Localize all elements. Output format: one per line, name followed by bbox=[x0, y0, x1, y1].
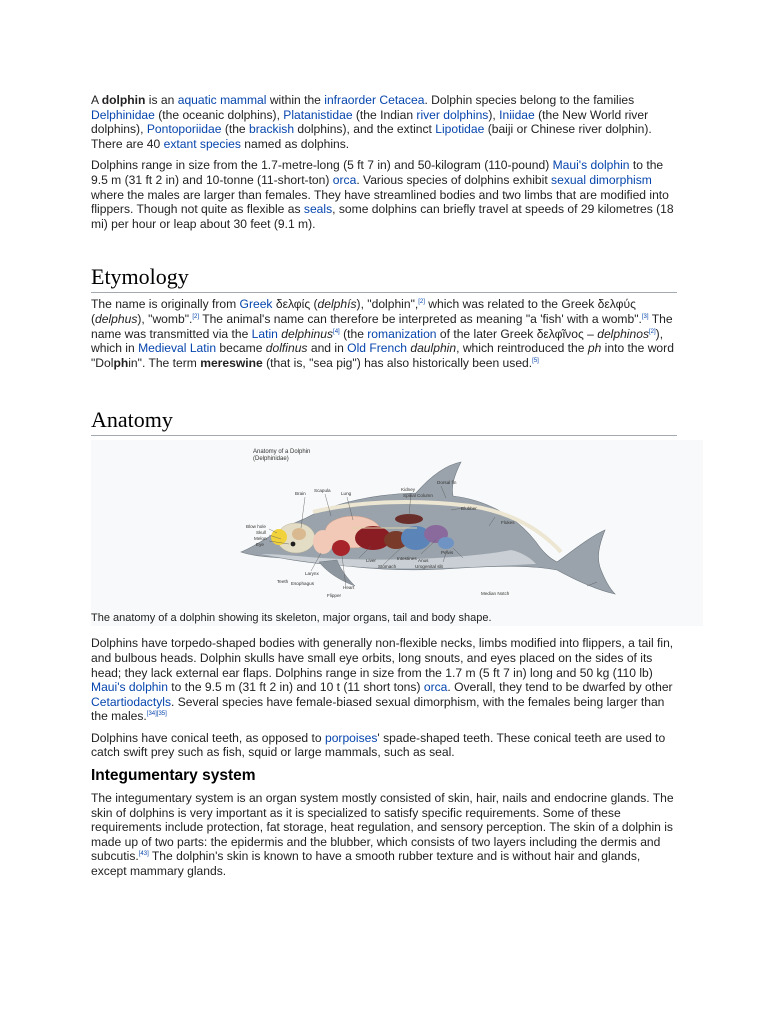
wiki-link[interactable]: brackish bbox=[249, 122, 295, 137]
text-run: and in bbox=[307, 341, 348, 356]
label-kidney: Kidney bbox=[401, 487, 416, 493]
label-dorsal-fin: Dorsal fin bbox=[437, 480, 457, 486]
anatomy-heading: Anatomy bbox=[91, 407, 677, 436]
wiki-link[interactable]: sexual dimorphism bbox=[551, 172, 652, 187]
text-run: Dolphins have torpedo-shaped bodies with generally non-flexible necks, limbs modified into flippers, a tail fin, and bulbous heads. Dolphin skulls have small eye orbits, long snouts, and eyes placed on the sides of its head; they lack external ear flaps. Dolphins range in size from the 1.7 m (5 ft 7 in) long and 50 kg (110 lb) bbox=[91, 636, 674, 680]
wiki-link[interactable]: Old French bbox=[347, 341, 407, 356]
text-run: named as dolphins. bbox=[240, 136, 350, 151]
text-run: to the 9.5 m (31 ft 2 in) and 10 t (11 short tons) bbox=[167, 680, 424, 695]
italic-term: delphinos bbox=[597, 326, 649, 341]
label-larynx: Larynx bbox=[305, 571, 319, 577]
text-run: dolphins), and the extinct bbox=[294, 122, 436, 137]
wiki-link[interactable]: Lipotidae bbox=[435, 122, 485, 137]
text-run: A bbox=[91, 93, 102, 107]
citation-link[interactable]: [34][35] bbox=[146, 711, 167, 718]
figure-title-line-2: (Delphinidae) bbox=[253, 456, 289, 463]
text-run: in". The term bbox=[128, 355, 201, 370]
text-run: (baiji or Chinese river dolphin). There are 40 bbox=[91, 122, 652, 151]
wiki-link[interactable]: romanization bbox=[367, 326, 437, 341]
label-brain: Brain bbox=[295, 491, 306, 497]
label-melon: Melon bbox=[254, 536, 267, 542]
text-run: into the word "Dol bbox=[91, 341, 674, 370]
text-run: (the bbox=[339, 326, 368, 341]
integumentary-heading: Integumentary system bbox=[91, 767, 256, 785]
label-pelvis: Pelvis bbox=[441, 550, 454, 556]
wiki-link[interactable]: Cetartiodactyls bbox=[91, 694, 171, 709]
wiki-link[interactable]: extant species bbox=[163, 136, 241, 151]
text-run: (the New World river dolphins), bbox=[91, 107, 649, 137]
label-urogenital-slit: Urogenital slit bbox=[415, 564, 443, 570]
wiki-link[interactable]: Medieval Latin bbox=[138, 341, 217, 356]
text-run: where the males are larger than females. They have streamlined bodies and two limbs that are modified into flippers. Though not quite as flexible as bbox=[91, 187, 669, 217]
label-skull: Skull bbox=[256, 530, 266, 536]
label-stomach: Stomach bbox=[378, 564, 397, 570]
citation-link[interactable]: [2] bbox=[192, 313, 200, 320]
text-run: . Overall, they tend to be dwarfed by other bbox=[447, 680, 673, 695]
label-intestines: Intestines bbox=[397, 556, 417, 562]
text-run: is an bbox=[145, 93, 178, 107]
citation-link[interactable]: [2] bbox=[649, 328, 656, 335]
etymology-paragraph bbox=[91, 297, 677, 370]
label-blubber: Blubber bbox=[461, 506, 477, 512]
dolphin-anatomy-figure[interactable] bbox=[91, 440, 703, 626]
italic-term: delphus bbox=[95, 311, 138, 326]
text-run: within the bbox=[266, 93, 325, 107]
italic-term: daulphin bbox=[410, 341, 457, 356]
text-run: became bbox=[216, 341, 266, 356]
text-run: . Dolphin species belong to the families bbox=[424, 93, 635, 107]
wiki-link[interactable]: Greek bbox=[239, 297, 273, 312]
text-run: The dolphin's skin is known to have a smooth rubber texture and is without hair and glands, except mammary glands. bbox=[91, 849, 641, 879]
text-run: The name is originally from bbox=[91, 297, 240, 312]
intro-paragraph-1 bbox=[91, 93, 677, 151]
text-run: ), which in bbox=[91, 326, 664, 356]
text-run: (that is, "sea pig") has also historically been used. bbox=[262, 355, 533, 370]
text-run: of the later Greek δελφῖνος – bbox=[436, 326, 598, 341]
wiki-link[interactable]: orca bbox=[423, 680, 448, 695]
intro-paragraph-2 bbox=[91, 158, 677, 231]
citation-link[interactable]: [3] bbox=[641, 313, 649, 320]
text-run: ' spade-shaped teeth. These conical teeth are used to catch swift prey such as fish, squid or large mammals, such as seal. bbox=[91, 730, 666, 760]
label-lung: Lung bbox=[341, 491, 352, 497]
citation-link[interactable]: [2] bbox=[418, 299, 425, 306]
text-run: The integumentary system is an organ system mostly consisted of skin, hair, nails and endocrine glands. The skin of dolphins is very important as it is specialized to satisfy specific requirements. Some of these requirements include protection, fat storage, heat regulation, and sensory perception. The skin of a dolphin is made up of two parts: the epidermis and the blubber, which consists of two layers including the dermis and subcutis. bbox=[91, 791, 674, 864]
wiki-link[interactable]: Delphinidae bbox=[91, 107, 155, 122]
citation-link[interactable]: [43] bbox=[138, 851, 149, 858]
text-run: The name was transmitted via the bbox=[91, 311, 673, 341]
integumentary-paragraph bbox=[91, 791, 677, 879]
label-liver: Liver bbox=[366, 558, 376, 564]
label-esophagus: Esophagus bbox=[291, 581, 314, 587]
label-anus: Anus bbox=[418, 558, 429, 564]
wiki-link[interactable]: aquatic mammal bbox=[177, 93, 267, 107]
text-run: , which reintroduced the bbox=[456, 341, 588, 356]
label-eye: Eye bbox=[256, 542, 264, 548]
text-run: , some dolphins can briefly travel at speeds of 29 kilometres (18 mi) per hour or leap about 30 feet (9.1 m). bbox=[91, 202, 674, 231]
wiki-link[interactable]: Maui's dolphin bbox=[91, 680, 168, 695]
text-run: . Several species have female-biased sexual dimorphism, with the females being larger than the males. bbox=[91, 694, 665, 724]
label-heart: Heart bbox=[343, 585, 355, 591]
anatomy-paragraph-2 bbox=[91, 731, 677, 760]
text-run: which was related to the Greek δελφύς ( bbox=[91, 297, 636, 326]
label-median-notch: Median Notch bbox=[481, 591, 510, 597]
etymology-heading: Etymology bbox=[91, 264, 677, 293]
italic-term: ph bbox=[587, 341, 602, 356]
figure-title-line-1: Anatomy of a Dolphin bbox=[253, 449, 311, 456]
figure-caption: The anatomy of a dolphin showing its skeleton, major organs, tail and body shape. bbox=[91, 612, 492, 625]
wiki-link[interactable]: seals bbox=[303, 202, 333, 217]
wiki-link[interactable]: infraorder Cetacea bbox=[324, 93, 425, 107]
text-run: (the oceanic dolphins), bbox=[154, 107, 284, 122]
label-blow-hole: Blow hole bbox=[246, 524, 266, 530]
wiki-link[interactable]: Maui's dolphin bbox=[552, 158, 630, 173]
wiki-link[interactable]: orca bbox=[332, 172, 357, 187]
text-run: (the Indian bbox=[352, 107, 417, 122]
anatomy-paragraph-1 bbox=[91, 636, 677, 724]
wiki-link[interactable]: Latin bbox=[251, 326, 278, 341]
text-run: ), "dolphin", bbox=[356, 297, 419, 312]
bold-term: mereswine bbox=[200, 355, 263, 370]
wiki-link[interactable]: Iniidae bbox=[499, 107, 535, 122]
label-flipper: Flipper bbox=[327, 593, 342, 599]
text-run: ), bbox=[488, 107, 500, 122]
bold-term: dolphin bbox=[101, 93, 146, 107]
label-spinal-column: Spinal Column bbox=[403, 493, 433, 499]
italic-term: delphinus bbox=[281, 326, 334, 341]
text-run: Dolphins have conical teeth, as opposed to bbox=[91, 730, 325, 745]
text-run: ), "womb". bbox=[137, 311, 193, 326]
text-run: (the bbox=[221, 122, 250, 137]
citation-link[interactable]: [5] bbox=[532, 357, 539, 364]
italic-term: dolfinus bbox=[265, 341, 308, 356]
bold-term: ph bbox=[113, 355, 129, 370]
label-flukes: Flukes bbox=[501, 520, 515, 526]
text-run: . Various species of dolphins exhibit bbox=[356, 172, 552, 187]
article-content bbox=[91, 93, 677, 886]
text-run: Dolphins range in size from the 1.7-metre-long (5 ft 7 in) and 50-kilogram (110-pound) bbox=[91, 158, 553, 173]
wiki-link[interactable]: Platanistidae bbox=[283, 107, 353, 122]
text-run: The animal's name can therefore be interpreted as meaning "a 'fish' with a womb". bbox=[199, 311, 642, 326]
wiki-link[interactable]: porpoises bbox=[324, 730, 378, 745]
text-run: δελφίς ( bbox=[272, 297, 318, 312]
label-scapula: Scapula bbox=[314, 488, 331, 494]
dolphin-anatomy-diagram bbox=[91, 440, 703, 612]
text-run: to the 9.5 m (31 ft 2 in) and 10-tonne (11-short-ton) bbox=[91, 158, 664, 187]
wiki-link[interactable]: Pontoporiidae bbox=[146, 122, 222, 137]
label-teeth: Teeth bbox=[277, 579, 289, 585]
citation-link[interactable]: [4] bbox=[333, 328, 340, 335]
italic-term: delphís bbox=[317, 297, 357, 312]
wiki-link[interactable]: river dolphins bbox=[416, 107, 489, 122]
